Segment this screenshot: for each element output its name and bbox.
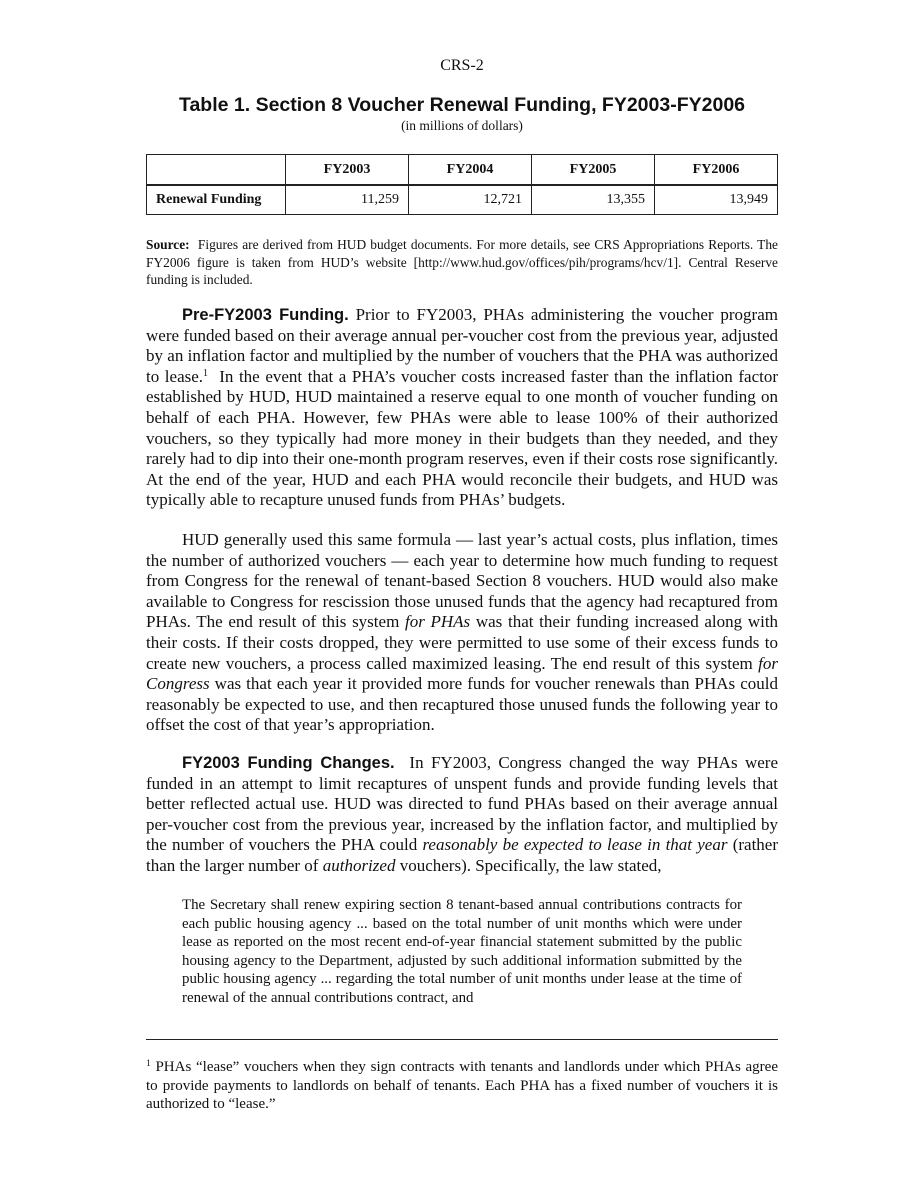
paragraph-text: was that each year it provided more funds for voucher renewals than PHAs could reasonably be expected to use, and then recaptured those unused funds the following year to offset the cost of that year’s appropriation. [146, 674, 778, 735]
footnote-text: PHAs “lease” vouchers when they sign contracts with tenants and landlords under which PHAs agree to provide payments to landlords on behalf of tenants. Each PHA has a fixed number of vouchers it is authorized to “lease.” [146, 1059, 778, 1113]
funding-table [146, 154, 778, 215]
table-header-cell: FY2005 [532, 155, 655, 186]
paragraph-text: (rather than the larger number of [146, 835, 779, 875]
block-quote: The Secretary shall renew expiring section 8 tenant-based annual contributions contracts for each public housing agency ... based on the total number of unit months which were under lease as reported on the most recent end-of-year financial statement submitted by the public housing agency to the Department, adjusted by such additional information submitted by the public housing agency ... regarding the total number of unit months under lease at the time of renewal of the annual contributions contract, and [182, 897, 742, 1006]
paragraph-text: HUD generally used this same formula — last year’s actual costs, plus inflation, times the number of authorized vouchers — each year to determine how much funding to request from Congress for the renewal of tenant-based Section 8 vouchers. HUD would also make available to Congress for rescission those unused funds that the agency had recaptured from PHAs. The end result of this system [146, 530, 778, 632]
paragraph-text: vouchers). Specifically, the law stated, [399, 855, 662, 875]
section-heading: Pre-FY2003 Funding. [182, 306, 349, 324]
source-label: Source: [146, 237, 190, 252]
footnote [146, 1058, 778, 1114]
table-cell: 13,949 [655, 185, 778, 215]
source-note [146, 236, 778, 289]
row-label: Renewal Funding [147, 185, 286, 215]
emphasis: reasonably be expected to lease in that year [422, 835, 728, 855]
paragraph-fy2003-changes [146, 753, 778, 877]
table-title: Table 1. Section 8 Voucher Renewal Funding, FY2003-FY2006 [178, 94, 746, 116]
table-header-cell [147, 155, 286, 186]
section-heading: FY2003 Funding Changes. [182, 754, 395, 772]
table-row [147, 185, 778, 215]
table-cell: 12,721 [409, 185, 532, 215]
table-cell: 11,259 [286, 185, 409, 215]
table-header-row [147, 155, 778, 186]
table-cell: 13,355 [532, 185, 655, 215]
paragraph-text: In the event that a PHA’s voucher costs increased faster than the inflation factor established by HUD, HUD maintained a reserve equal to one month of voucher funding on behalf of each PHA. However, few PHAs were able to lease 100% of their authorized vouchers, so they typically had more money in their budgets than they needed, and they rarely had to dip into their one-month program reserves, even if their costs rose significantly. At the end of the year, HUD and each PHA would reconcile their budgets, and HUD was typically able to recapture unused funds from PHAs’ budgets. [146, 366, 779, 510]
emphasis: for Congress [146, 653, 779, 694]
footnote-ref[interactable]: 1 [203, 367, 209, 379]
paragraph-pre-fy2003 [146, 305, 778, 511]
emphasis: for PHAs [404, 612, 471, 632]
paragraph-hud-formula [146, 530, 778, 736]
paragraph-text: was that their funding increased along with their costs. If their costs dropped, they were permitted to use some of their excess funds to create new vouchers, a process called maximized leasing. The end result of this system [146, 612, 779, 673]
table-header-cell: FY2004 [409, 155, 532, 186]
table-header-cell: FY2006 [655, 155, 778, 186]
table-header-cell: FY2003 [286, 155, 409, 186]
footnote-number: 1 [146, 1059, 151, 1069]
paragraph-text: In FY2003, Congress changed the way PHAs were funded in an attempt to limit recaptures of unspent funds and provide funding levels that better reflected actual use. HUD was directed to fund PHAs based on their average annual per-voucher cost from the previous year, increased by the inflation factor, and multiplied by the number of vouchers the PHA could [146, 753, 778, 855]
page-header: CRS-2 [440, 57, 484, 74]
emphasis: authorized [322, 855, 396, 875]
footnote-divider [146, 1039, 778, 1040]
paragraph-text: Prior to FY2003, PHAs administering the voucher program were funded based on their average annual per-voucher cost from the previous year, adjusted by an inflation factor and multiplied by the number of vouchers that the PHA was authorized to lease. [146, 305, 778, 386]
table-subtitle: (in millions of dollars) [401, 118, 523, 133]
source-text: Figures are derived from HUD budget documents. For more details, see CRS Appropriations Reports. The FY2006 figure is taken from HUD’s website [http://www.hud.gov/offices/pih/programs/hcv/1]. Central Reserve funding is included. [146, 237, 778, 287]
